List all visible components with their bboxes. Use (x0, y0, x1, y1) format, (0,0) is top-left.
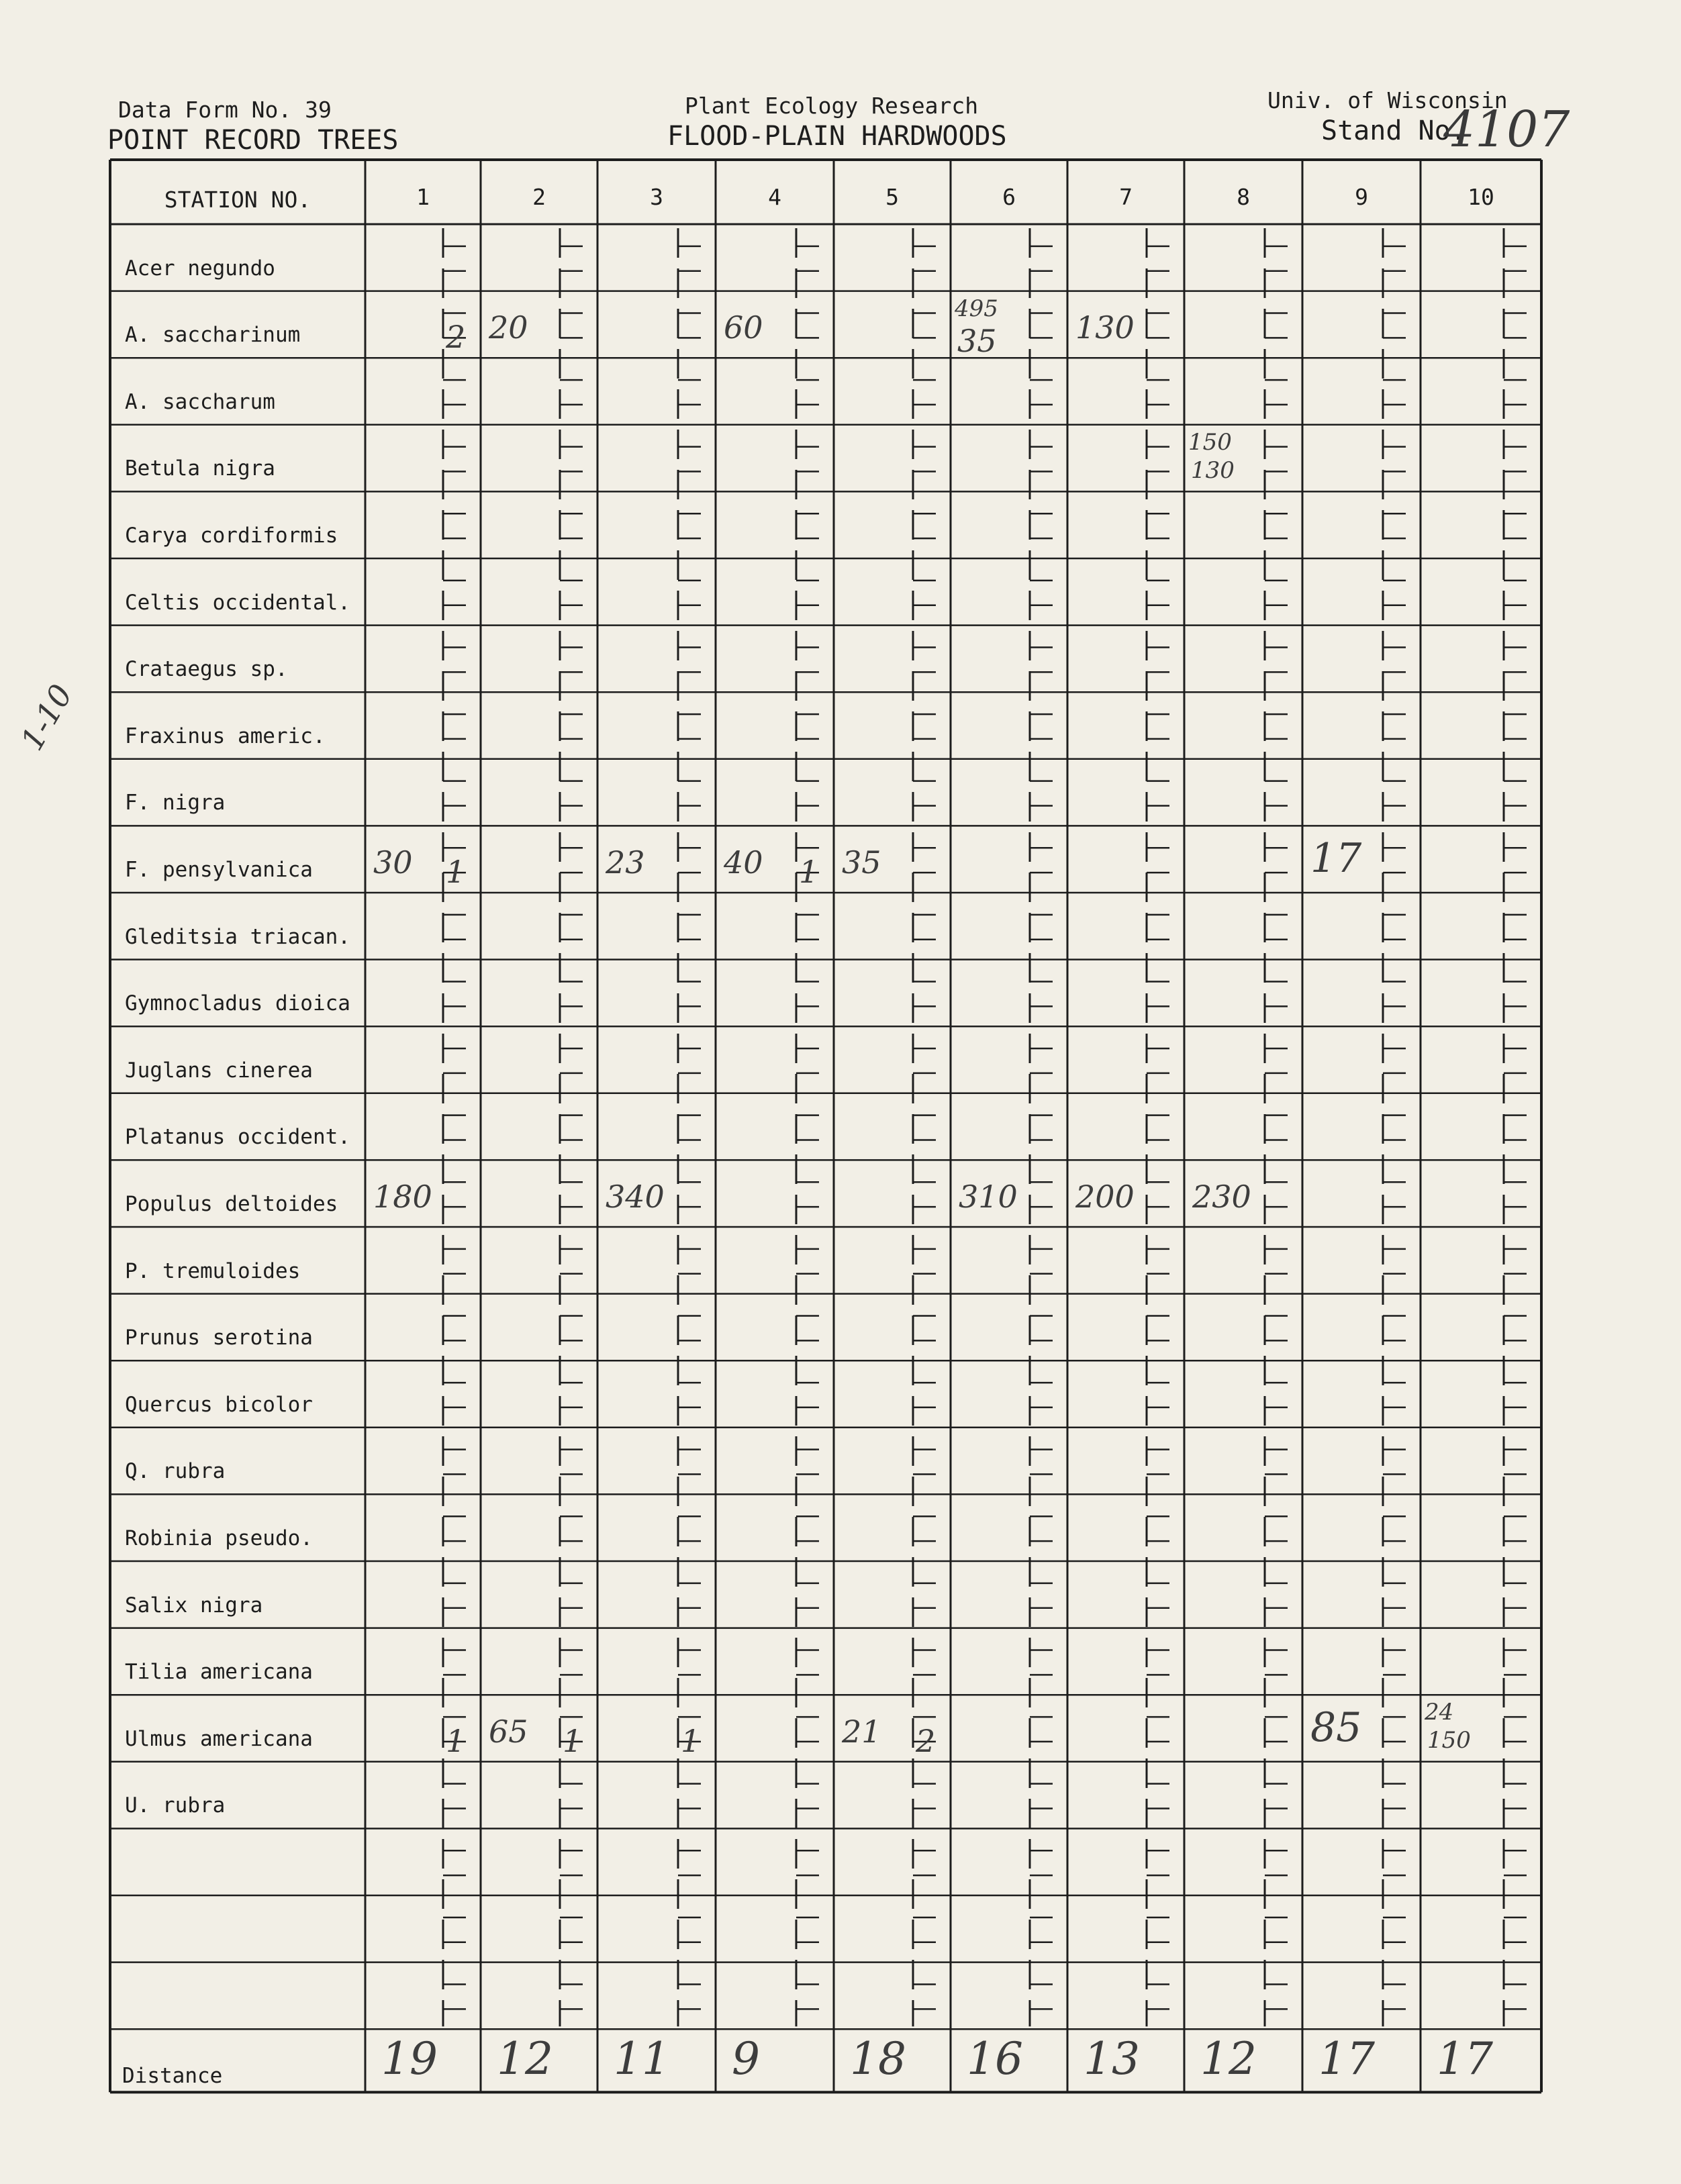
handwritten-dbh: 85 (1310, 1703, 1362, 1751)
species-label: Tilia americana (125, 1660, 313, 1685)
handwritten-dbh: 23 (606, 844, 645, 881)
species-label: Prunus serotina (125, 1326, 313, 1350)
species-label: Quercus bicolor (125, 1392, 313, 1417)
handwritten-distance: 12 (497, 2033, 553, 2085)
handwritten-distance: 9 (732, 2033, 760, 2085)
station-number: 6 (1002, 184, 1016, 210)
handwritten-dbh: 65 (489, 1713, 528, 1750)
handwritten-distance: 16 (967, 2033, 1023, 2085)
handwritten-dbh: 130 (1191, 456, 1235, 484)
species-label: Betula nigra (125, 456, 275, 481)
handwritten-dbh: 2 (446, 319, 466, 356)
handwritten-dbh: 150 (1427, 1727, 1471, 1754)
species-label: Robinia pseudo. (125, 1526, 313, 1550)
species-label: F. pensylvanica (125, 858, 313, 882)
handwritten-dbh: 2 (916, 1722, 936, 1759)
handwritten-dbh: 21 (842, 1713, 881, 1750)
handwritten-dbh: 495 (955, 295, 998, 322)
species-label: A. saccharum (125, 389, 275, 414)
handwritten-distance: 12 (1200, 2033, 1257, 2085)
species-label: U. rubra (125, 1793, 226, 1818)
margin-note-handwritten: 1-10 (13, 678, 80, 756)
handwritten-dbh: 60 (724, 309, 763, 346)
handwritten-dbh: 130 (1075, 309, 1135, 346)
handwritten-dbh: 40 (724, 844, 763, 881)
handwritten-dbh: 35 (957, 323, 997, 360)
handwritten-dbh: 35 (842, 844, 881, 881)
station-number: 2 (532, 184, 546, 210)
handwritten-distance: 18 (850, 2033, 906, 2085)
handwritten-dbh: 310 (959, 1179, 1018, 1215)
form-title: POINT RECORD TREES (107, 125, 399, 156)
species-label: A. saccharinum (125, 323, 301, 348)
handwritten-distance: 11 (614, 2033, 670, 2085)
form-number: Data Form No. 39 (118, 97, 332, 123)
station-header: STATION NO. (164, 187, 311, 213)
handwritten-dbh: 180 (373, 1179, 432, 1215)
stand-label: Stand No. (1321, 115, 1467, 146)
species-label: Populus deltoides (125, 1192, 338, 1216)
species-label: Crataegus sp. (125, 657, 288, 682)
station-number: 10 (1468, 184, 1494, 210)
handwritten-dbh: 1 (681, 1722, 701, 1759)
station-number: 5 (885, 184, 899, 210)
species-label: P. tremuloides (125, 1258, 301, 1283)
station-number: 9 (1355, 184, 1368, 210)
species-label: Platanus occident. (125, 1125, 350, 1150)
species-label: Ulmus americana (125, 1726, 313, 1751)
handwritten-distance: 19 (381, 2033, 438, 2085)
handwritten-dbh: 30 (373, 844, 413, 881)
university-name: Univ. of Wisconsin (1267, 87, 1508, 113)
handwritten-dbh: 17 (1310, 835, 1362, 882)
handwritten-distance: 17 (1437, 2033, 1493, 2085)
species-label: Acer negundo (125, 256, 275, 281)
station-number: 7 (1119, 184, 1133, 210)
handwritten-dbh: 20 (489, 309, 528, 346)
station-number: 3 (650, 184, 663, 210)
handwritten-dbh: 1 (563, 1722, 583, 1759)
species-label: F. nigra (125, 791, 226, 815)
form-subtitle: FLOOD-PLAIN HARDWOODS (667, 121, 1007, 152)
species-label: Juglans cinerea (125, 1058, 313, 1083)
handwritten-dbh: 1 (446, 854, 466, 890)
handwritten-dbh: 1 (799, 854, 819, 890)
species-label: Q. rubra (125, 1459, 226, 1484)
handwritten-dbh: 230 (1192, 1179, 1251, 1215)
species-label: Fraxinus americ. (125, 724, 326, 748)
handwritten-distance: 13 (1084, 2033, 1140, 2085)
species-label: Gymnocladus dioica (125, 991, 350, 1016)
station-number: 1 (416, 184, 430, 210)
handwritten-dbh: 150 (1188, 428, 1232, 456)
research-heading: Plant Ecology Research (685, 93, 979, 119)
species-label: Salix nigra (125, 1593, 263, 1618)
stand-number-handwritten: 4107 (1443, 101, 1570, 158)
station-number: 4 (768, 184, 781, 210)
station-number: 8 (1237, 184, 1250, 210)
species-label: Celtis occidental. (125, 590, 350, 615)
handwritten-distance: 17 (1318, 2033, 1375, 2085)
handwritten-dbh: 200 (1075, 1179, 1135, 1215)
distance-label: Distance (122, 2064, 223, 2089)
species-label: Gleditsia triacan. (125, 924, 350, 949)
handwritten-dbh: 24 (1425, 1699, 1454, 1726)
handwritten-dbh: 340 (606, 1179, 665, 1215)
handwritten-dbh: 1 (446, 1722, 466, 1759)
species-label: Carya cordiformis (125, 524, 338, 548)
